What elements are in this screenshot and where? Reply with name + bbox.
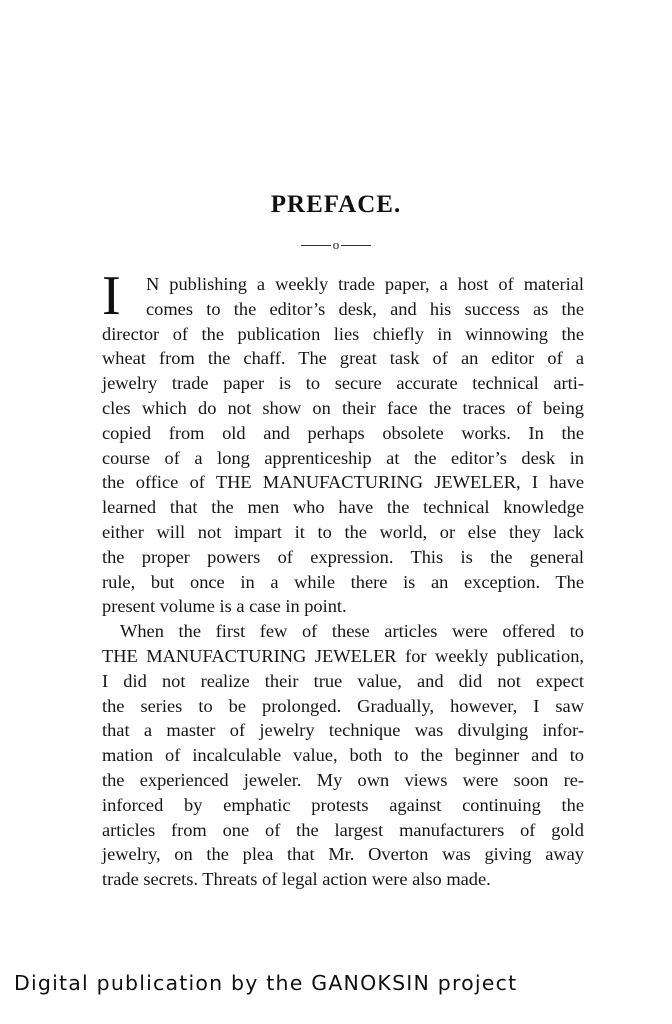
text-line: the series to be prolonged. Gradually, however, I saw — [102, 695, 584, 716]
text-line: wheat from the chaff. The great task of an editor of a — [102, 348, 584, 369]
text-line: rule, but once in a while there is an exception. The — [102, 571, 584, 592]
text-line: copied from old and perhaps obsolete works. In the — [102, 422, 584, 443]
title-ornament — [0, 236, 672, 252]
text-line: THE MANUFACTURING JEWELER for weekly publication, — [102, 645, 584, 666]
text-line: learned that the men who have the technical knowledge — [102, 497, 584, 518]
text-line: either will not impart it to the world, or else they lack — [102, 521, 584, 542]
text-line: jewelry, on the plea that Mr. Overton was giving away — [102, 844, 584, 865]
text-line: course of a long apprenticeship at the editor’s desk in — [102, 447, 584, 468]
text-line: jewelry trade paper is to secure accurate technical arti- — [102, 373, 584, 394]
ornament-circle: o — [332, 237, 340, 253]
drop-cap: I — [102, 265, 121, 327]
text-line: the proper powers of expression. This is the general — [102, 546, 584, 567]
text-line: I did not realize their true value, and did not expect — [102, 670, 584, 691]
text-line: N publishing a weekly trade paper, a host of material — [146, 274, 584, 294]
text-line: trade secrets. Threats of legal action were also made. — [102, 869, 491, 890]
text-line: articles from one of the largest manufacturers of gold — [102, 819, 584, 840]
preface-body — [102, 265, 584, 892]
text-line: the experienced jeweler. My own views were soon re- — [102, 769, 584, 790]
text-line: When the first few of these articles were offered to — [120, 621, 584, 642]
footer-credit: Digital publication by the GANOKSIN project — [14, 971, 518, 995]
text-line: the office of THE MANUFACTURING JEWELER, I have — [102, 472, 584, 493]
text-line: cles which do not show on their face the traces of being — [102, 397, 584, 418]
text-line: director of the publication lies chiefly in winnowing the — [102, 323, 584, 344]
text-line: inforced by emphatic protests against continuing the — [102, 794, 584, 815]
ornament-rule-left — [301, 245, 331, 246]
text-line: present volume is a case in point. — [102, 596, 347, 617]
page-title: PREFACE. — [270, 191, 402, 218]
text-line: that a master of jewelry technique was divulging infor- — [102, 720, 584, 741]
text-line: mation of incalculable value, both to the beginner and to — [102, 745, 584, 766]
text-line: comes to the editor’s desk, and his success as the — [146, 298, 584, 319]
ornament-rule-right — [341, 245, 371, 246]
